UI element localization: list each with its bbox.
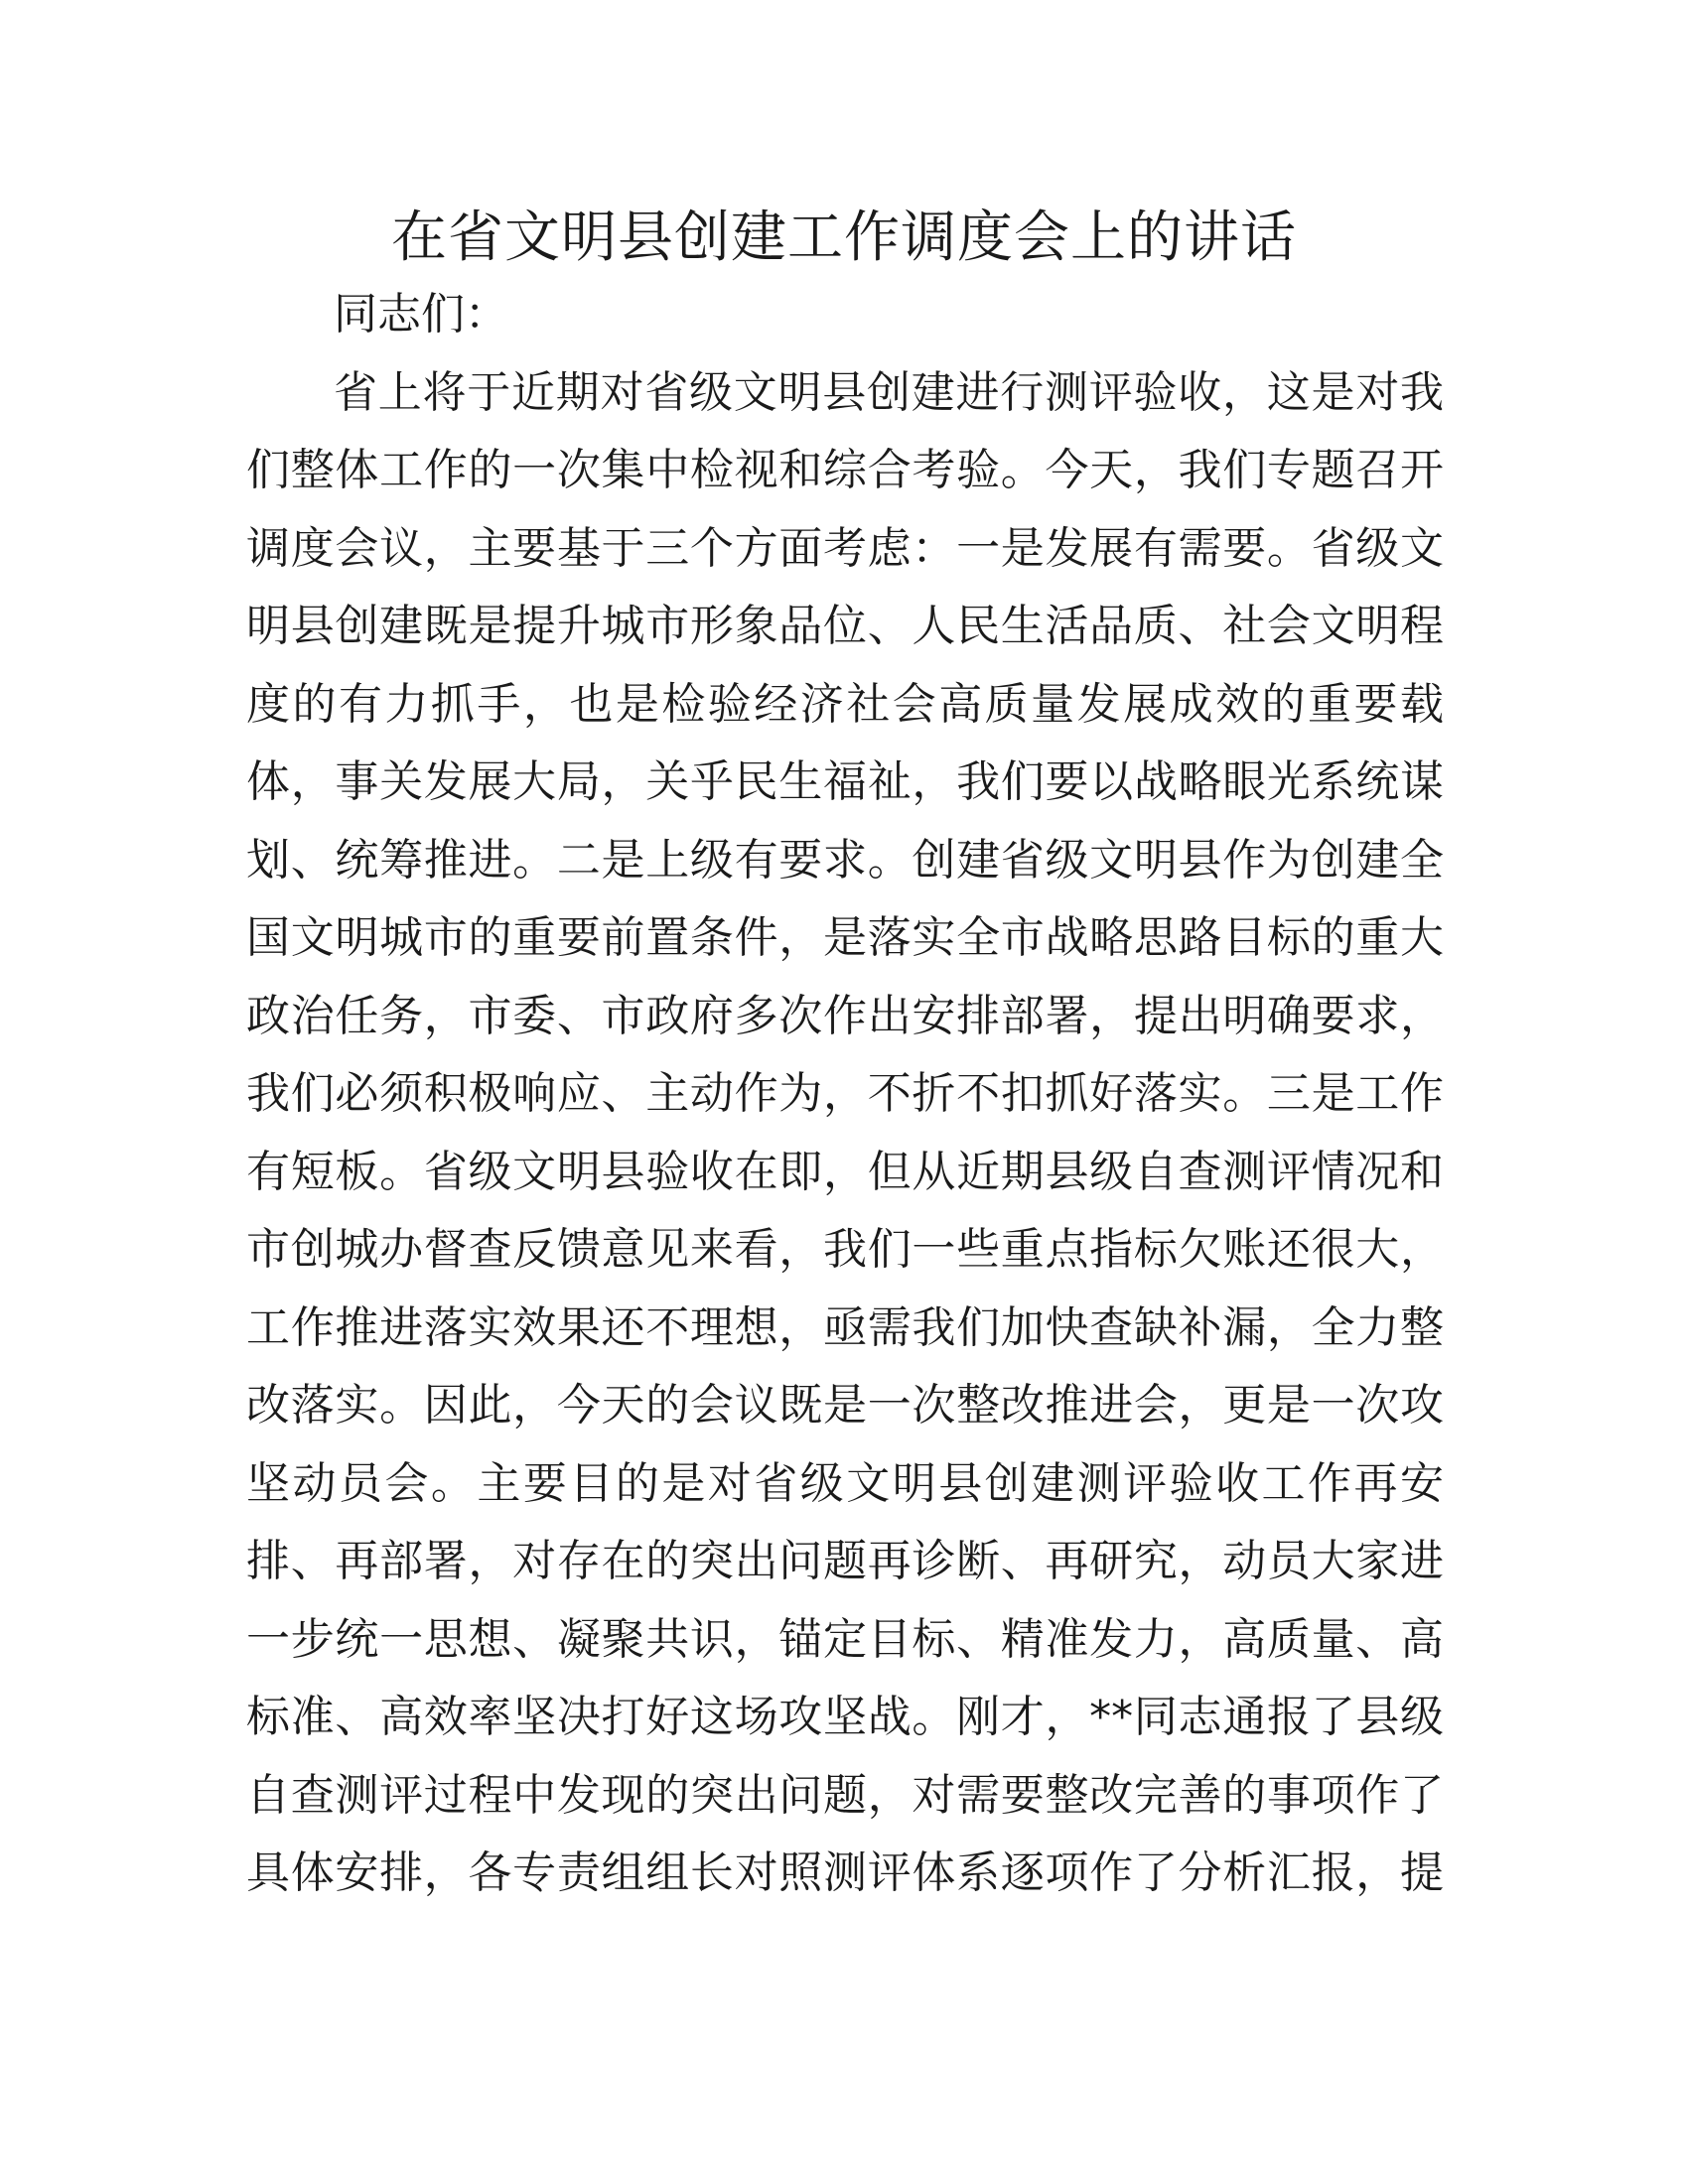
paragraph-line: 我们必须积极响应、主动作为，不折不扣抓好落实。三是工作 <box>246 1068 1444 1119</box>
document-title: 在省文明县创建工作调度会上的讲话 <box>391 205 1297 270</box>
paragraph-line: 划、统筹推进。二是上级有要求。创建省级文明县作为创建全 <box>246 834 1444 886</box>
paragraph-line: 市创城办督查反馈意见来看，我们一些重点指标欠账还很大， <box>246 1224 1444 1275</box>
paragraph-line: 度的有力抓手，也是检验经济社会高质量发展成效的重要载 <box>246 678 1444 730</box>
paragraph-line: 一步统一思想、凝聚共识，锚定目标、精准发力，高质量、高 <box>246 1613 1444 1665</box>
paragraph-line: 们整体工作的一次集中检视和综合考验。今天，我们专题召开 <box>246 445 1444 495</box>
paragraph-line: 工作推进落实效果还不理想，亟需我们加快查缺补漏，全力整 <box>246 1301 1444 1353</box>
paragraph-line: 具体安排，各专责组组长对照测评体系逐项作了分析汇报，提 <box>246 1847 1444 1898</box>
speech-body <box>246 276 1444 1913</box>
paragraph-line: 调度会议，主要基于三个方面考虑：一是发展有需要。省级文 <box>246 522 1444 574</box>
paragraph-line: 明县创建既是提升城市形象品位、人民生活品质、社会文明程 <box>246 601 1444 651</box>
paragraph-line: 自查测评过程中发现的突出问题，对需要整改完善的事项作了 <box>246 1769 1444 1821</box>
paragraph-line: 坚动员会。主要目的是对省级文明县创建测评验收工作再安 <box>246 1457 1444 1509</box>
paragraph-line: 改落实。因此，今天的会议既是一次整改推进会，更是一次攻 <box>246 1380 1444 1431</box>
paragraph-line: 国文明城市的重要前置条件，是落实全市战略思路目标的重大 <box>246 912 1444 963</box>
paragraph-line: 体，事关发展大局，关乎民生福祉，我们要以战略眼光系统谋 <box>246 756 1444 807</box>
paragraph-line: 省上将于近期对省级文明县创建进行测评验收，这是对我 <box>334 366 1444 418</box>
paragraph-line: 标准、高效率坚决打好这场攻坚战。刚才，**同志通报了县级 <box>246 1692 1444 1742</box>
paragraph-line: 有短板。省级文明县验收在即，但从近期县级自查测评情况和 <box>246 1146 1444 1197</box>
salutation: 同志们： <box>334 289 508 340</box>
paragraph-line: 排、再部署，对存在的突出问题再诊断、再研究，动员大家进 <box>246 1536 1444 1586</box>
paragraph-line: 政治任务，市委、市政府多次作出安排部署，提出明确要求， <box>246 990 1444 1041</box>
